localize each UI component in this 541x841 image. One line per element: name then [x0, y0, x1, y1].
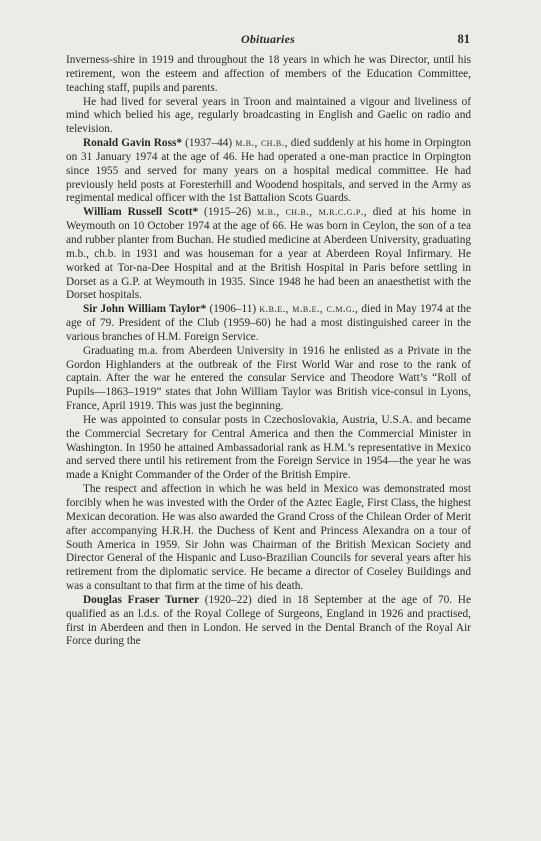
page-number: 81: [457, 32, 470, 46]
paragraph-text: died in 18 September at the age of 70. He qualified as an l.d.s. of the Royal College of Surgeons, England in 1926 and practised, first in Aberdeen and then in London. He served in the Dental Branch of the Royal Air Force during the: [66, 593, 471, 648]
school-years: (1937–44): [182, 137, 236, 150]
person-name: Ronald Gavin Ross*: [83, 137, 183, 150]
paragraph-taylor-honours: [66, 483, 471, 594]
running-head: Obituaries: [240, 32, 295, 46]
paragraph-text: died at his home in Weymouth on 10 October 1974 at the age of 66. He was born in Ceylon, the son of a tea and rubber planter from Buchan. He studied medicine at Aberdeen University, graduating m.b., ch.b. in 1931 and was houseman for a year at Aberdeen Royal Infirmary. He worked at Tor-na-Dee Hospital and at the British Hospital in Paris before settling in Dorset as a G.P. at Weymouth in 1935. Since 1948 he had been an anaesthetist with the Dorset hospitals.: [66, 206, 472, 302]
paragraph-text: He was appointed to consular posts in Czechoslovakia, Austria, U.S.A. and became the Commercial Secretary for Central America and then the Commercial Minister in Washington. In 1950 he attained Ambassadorial rank as H.M.’s representative in Mexico and served there until his retirement from the Foreign Service in 1954—the year he was made a Knight Commander of the Order of the British Empire.: [66, 413, 471, 482]
school-years: (1915–26): [198, 206, 258, 219]
degrees: m.b., ch.b., m.r.c.g.p.,: [257, 206, 367, 219]
paragraph-troon: [66, 96, 471, 138]
obituaries-text: [66, 54, 471, 649]
paragraph-text: He had lived for several years in Troon and maintained a vigour and liveliness of mind which belied his age, regularly broadcasting in English and Gaelic on radio and television.: [66, 95, 471, 136]
obituary-ross: [66, 137, 471, 206]
paragraph-text: died suddenly at his home in Orpington on 31 January 1974 at the age of 46. He had operated a one-man practice in Orpington since 1955 and served for many years on a hospital medical committee. He had previously held posts at Foresterhill and Woodend hospitals, and served in the Army as regimental medical officer with the 1st Battalion Scots Guards.: [66, 137, 472, 205]
person-name: William Russell Scott*: [83, 206, 199, 219]
paragraph-text: Inverness-shire in 1919 and throughout the 18 years in which he was Director, until his retirement, won the esteem and affection of members of the Education Committee, teaching staff, pupils and parents.: [66, 54, 471, 94]
person-name: Sir John William Taylor*: [83, 303, 207, 316]
obituary-scott: [66, 206, 471, 303]
person-name: Douglas Fraser Turner: [83, 593, 200, 606]
paragraph-taylor-career: [66, 414, 471, 483]
paragraph-text: Graduating m.a. from Aberdeen University in 1916 he enlisted as a Private in the Gordon Highlanders at the outbreak of the First World War and rose to the rank of captain. After the war he entered the consular Service and Theodore Watt’s “Roll of Pupils—1863–1919” states that John William Taylor was British vice-consul in Lyons, France, April 1919. This was just the beginning.: [66, 344, 471, 413]
school-years: (1920–22): [199, 593, 258, 606]
paragraph-taylor-war: [66, 345, 471, 414]
obituary-taylor: [66, 303, 471, 345]
degrees: k.b.e., m.b.e., c.m.g.,: [259, 303, 359, 316]
paragraph-text: died in May 1974 at the age of 79. President of the Club (1959–60) he had a most distinguished career in the various branches of H.M. Foreign Service.: [66, 303, 471, 343]
paragraph-text: The respect and affection in which he was held in Mexico was demonstrated most forcibly when he was invested with the Order of the Aztec Eagle, First Class, the highest Mexican decoration. He was also awarded the Grand Cross of the Chilean Order of Merit after accompanying H.R.H. the Duchess of Kent and Princess Alexandra on a tour of South America in 1959. Sir John was Chairman of the British Mexican Society and Director General of the Hispanic and Luso-Brazilian Councils for several years after his retirement from the diplomatic service. He became a director of Coseley Buildings and was a consultant to that firm at the time of his death.: [66, 483, 471, 593]
obituary-turner: [66, 594, 471, 649]
school-years: (1906–11): [206, 303, 260, 316]
degrees: m.b., ch.b.,: [235, 137, 288, 150]
paragraph-continuation: [66, 54, 471, 96]
page-header: [66, 32, 470, 48]
